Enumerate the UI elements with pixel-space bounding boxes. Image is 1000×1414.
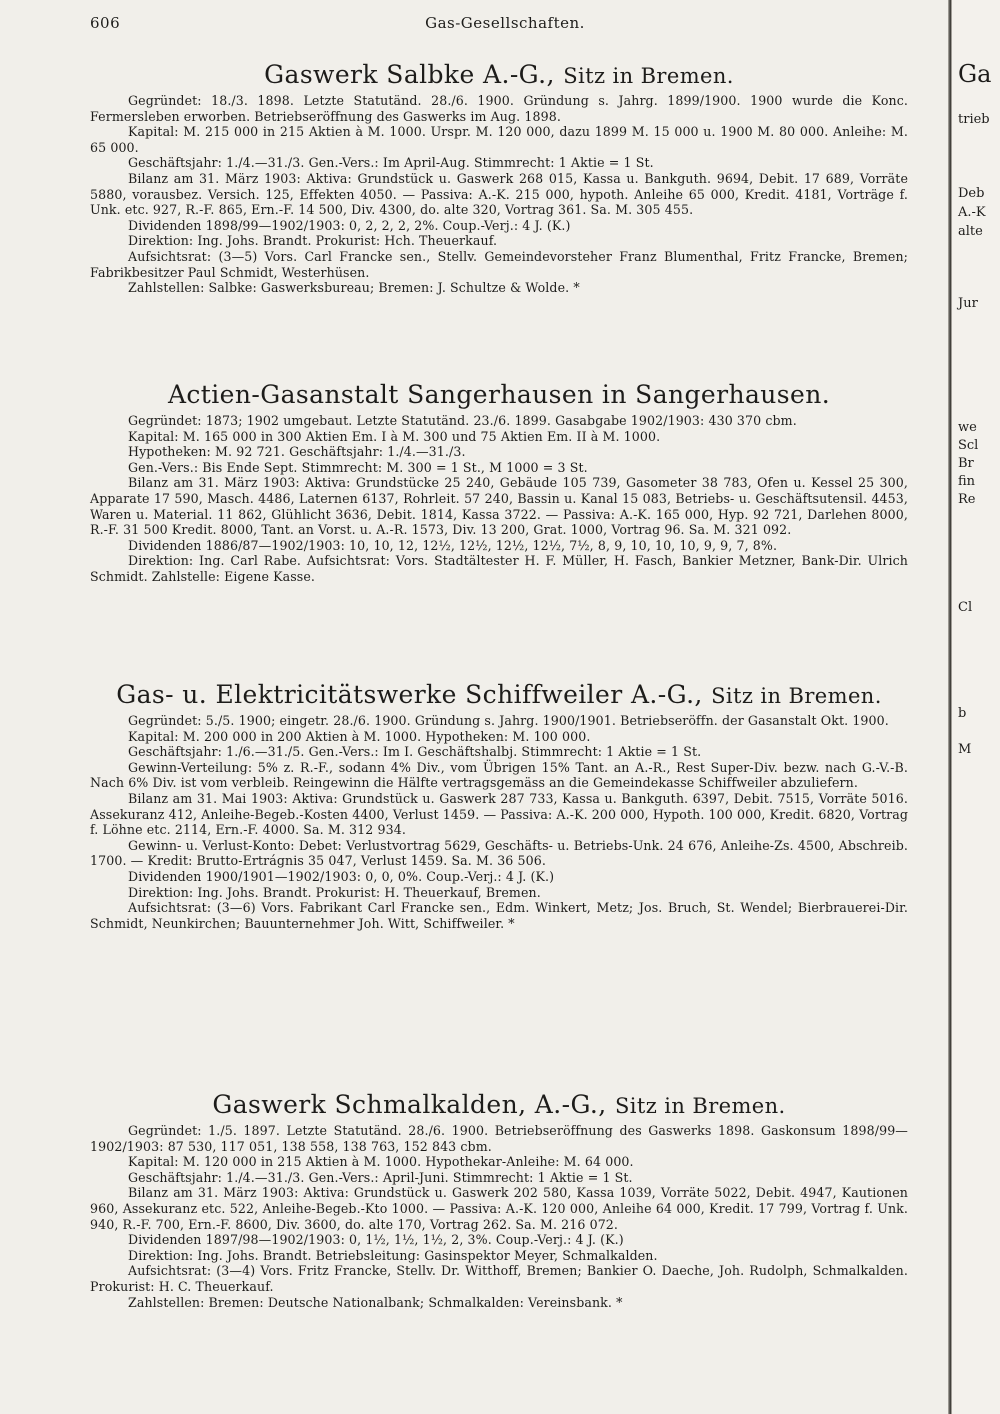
entry-title: Gaswerk Salbke A.-G., Sitz in Bremen.	[264, 60, 734, 89]
entry-line: Gegründet: 18./3. 1898. Letzte Statutänd. 28./6. 1900. Gründung s. Jahrg. 1899/1900. 1900 wurde die Konc. Fermersleben erworben. Betriebseröffnung des Gaswerks im Aug. 1898.	[90, 93, 908, 124]
adjacent-fragment: Cl	[958, 600, 973, 615]
entry-line: Kapital: M. 165 000 in 300 Aktien Em. I à M. 300 und 75 Aktien Em. II à M. 1000.	[128, 428, 661, 444]
entry-line: Aufsichtsrat: (3—6) Vors. Fabrikant Carl Francke sen., Edm. Winkert, Metz; Jos. Bruch, St. Wendel; Bierbrauerei-Dir. Schmidt, Neunkirchen; Bauunternehmer Joh. Witt, Schiffweiler. *	[90, 900, 908, 931]
company-entry-salbke	[90, 60, 908, 296]
adjacent-fragment: Ga	[958, 60, 992, 88]
entry-line: Bilanz am 31. März 1903: Aktiva: Grundstück u. Gaswerk 268 015, Kassa u. Bankguth. 9694, Debit. 17 689, Vorräte 5880, vorausbez. Versich. 125, Effekten 4050. — Passiva: A.-K. 215 000, hypoth. Anleihe 65 000, Kredit. 4181, Vorträge f. Unk. etc. 927, R.-F. 865, Ern.-F. 14 500, Div. 4300, do. alte 320, Vortrag 361. Sa. M. 305 455.	[90, 170, 908, 218]
adjacent-fragment: Jur	[958, 296, 978, 311]
running-title: Gas-Gesellschaften.	[425, 14, 585, 32]
adjacent-fragment: alte	[958, 224, 983, 239]
entry-line: Bilanz am 31. Mai 1903: Aktiva: Grundstück u. Gaswerk 287 733, Kassa u. Bankguth. 6397, Debit. 7515, Vorräte 5016. Assekuranz 412, Anleihe-Begeb.-Kosten 4400, Verlust 1459. — Passiva: A.-K. 200 000, Hypoth. 100 000, Kredit. 6820, Vortrag f. Löhne etc. 2114, Ern.-F. 4000. Sa. M. 312 934.	[90, 790, 908, 838]
company-entry-schmalkalden	[90, 1090, 908, 1310]
entry-line: Dividenden 1886/87—1902/1903: 10, 10, 12, 12½, 12½, 12½, 12½, 7½, 8, 9, 10, 10, 10, 9, 9, 7, 8%.	[128, 537, 778, 553]
adjacent-fragment: b	[958, 706, 967, 721]
entry-line: Kapital: M. 120 000 in 215 Aktien à M. 1000. Hypothekar-Anleihe: M. 64 000.	[128, 1154, 634, 1170]
entry-line: Gewinn-Verteilung: 5% z. R.-F., sodann 4% Div., vom Übrigen 15% Tant. an A.-R., Rest Super-Div. bezw. nach G.-V.-B. Nach 6% Div. ist vom verbleib. Reingewinn die Hälfte vertragsgemäss an die Gemeindekasse Schiffweiler abzuliefern.	[90, 759, 908, 791]
entry-line: Zahlstellen: Bremen: Deutsche Nationalbank; Schmalkalden: Vereinsbank. *	[128, 1294, 623, 1310]
entry-line: Geschäftsjahr: 1./4.—31./3. Gen.-Vers.: Im April-Aug. Stimmrecht: 1 Aktie = 1 St.	[128, 155, 654, 171]
entry-line: Dividenden 1898/99—1902/1903: 0, 2, 2, 2, 2%. Coup.-Verj.: 4 J. (K.)	[128, 217, 571, 233]
entry-line: Direktion: Ing. Carl Rabe. Aufsichtsrat: Vors. Stadtältester H. F. Müller, H. Fasch, Bankier Metzner, Bank-Dir. Ulrich Schmidt. Zahlstelle: Eigene Kasse.	[90, 553, 908, 584]
entry-line: Dividenden 1897/98—1902/1903: 0, 1½, 1½, 1½, 2, 3%. Coup.-Verj.: 4 J. (K.)	[128, 1232, 624, 1248]
entry-line: Bilanz am 31. März 1903: Aktiva: Grundstücke 25 240, Gebäude 105 739, Gasometer 38 783, Ofen u. Kessel 25 300, Apparate 17 590, Masch. 4486, Laternen 6137, Rohrleit. 57 240, Bassin u. Kanal 15 083, Betriebs- u. Geschäftsutensil. 4453, Waren u. Material. 11 862, Glühlicht 3636, Debit. 1814, Kassa 3722. — Passiva: A.-K. 165 000, Hyp. 92 721, Darlehen 8000, R.-F. 31 500 Kredit. 8000, Tant. an Vorst. u. A.-R. 1573, Div. 13 200, Grat. 1000, Vortrag 96. Sa. M. 321 092.	[90, 475, 908, 538]
adjacent-fragment: M	[958, 742, 972, 757]
entry-line: Aufsichtsrat: (3—4) Vors. Fritz Francke, Stellv. Dr. Witthoff, Bremen; Bankier O. Daeche, Joh. Rudolph, Schmalkalden. Prokurist: H. C. Theuerkauf.	[90, 1263, 908, 1294]
adjacent-fragment: trieb	[958, 112, 990, 127]
adjacent-fragment: fin	[958, 474, 976, 489]
entry-line: Gen.-Vers.: Bis Ende Sept. Stimmrecht: M. 300 = 1 St., M 1000 = 3 St.	[128, 459, 588, 475]
company-entry-sangerhausen	[90, 380, 908, 585]
entry-line: Geschäftsjahr: 1./4.—31./3. Gen.-Vers.: April-Juni. Stimmrecht: 1 Aktie = 1 St.	[128, 1169, 633, 1185]
adjacent-fragment: A.-K	[958, 205, 986, 220]
adjacent-fragment: Deb	[958, 186, 985, 201]
adjacent-fragment: we	[958, 420, 977, 435]
entry-line: Bilanz am 31. März 1903: Aktiva: Grundstück u. Gaswerk 202 580, Kassa 1039, Vorräte 5022, Debit. 4947, Kautionen 960, Assekuranz etc. 522, Anleihe-Begeb.-Kto 1000. — Passiva: A.-K. 120 000, Anleihe 64 000, Kredit. 17 799, Vortrag f. Unk. 940, R.-F. 700, Ern.-F. 8600, Div. 3600, do. alte 170, Vortrag 262. Sa. M. 216 072.	[90, 1185, 908, 1232]
adjacent-fragment: Scl	[958, 438, 979, 453]
entry-line: Geschäftsjahr: 1./6.—31./5. Gen.-Vers.: Im I. Geschäftshalbj. Stimmrecht: 1 Aktie = 1 St.	[128, 744, 702, 760]
entry-line: Direktion: Ing. Johs. Brandt. Prokurist: H. Theuerkauf, Bremen.	[128, 884, 541, 900]
adjacent-fragment: Br	[958, 456, 974, 471]
entry-line: Gegründet: 1873; 1902 umgebaut. Letzte Statutänd. 23./6. 1899. Gasabgabe 1902/1903: 430 370 cbm.	[128, 413, 797, 428]
entry-line: Kapital: M. 200 000 in 200 Aktien à M. 1000. Hypotheken: M. 100 000.	[128, 728, 591, 744]
entry-line: Gegründet: 1./5. 1897. Letzte Statutänd. 28./6. 1900. Betriebseröffnung des Gaswerks 1898. Gaskonsum 1898/99—1902/1903: 87 530, 117 051, 138 558, 138 763, 152 843 cbm.	[90, 1123, 908, 1154]
entry-line: Gewinn- u. Verlust-Konto: Debet: Verlustvortrag 5629, Geschäfts- u. Betriebs-Unk. 24 676, Anleihe-Zs. 4500, Abschreib. 1700. — Kredit: Brutto-Ertrágnis 35 047, Verlust 1459. Sa. M. 36 506.	[90, 837, 908, 869]
company-entry-schiffweiler	[90, 680, 908, 931]
entry-title: Gaswerk Schmalkalden, A.-G., Sitz in Bremen.	[212, 1090, 786, 1119]
entry-line: Zahlstellen: Salbke: Gaswerksbureau; Bremen: J. Schultze & Wolde. *	[128, 280, 580, 296]
entry-line: Direktion: Ing. Johs. Brandt. Prokurist: Hch. Theuerkauf.	[128, 233, 498, 249]
entry-line: Dividenden 1900/1901—1902/1903: 0, 0, 0%. Coup.-Verj.: 4 J. (K.)	[128, 868, 555, 884]
entry-line: Direktion: Ing. Johs. Brandt. Betriebsleitung: Gasinspektor Meyer, Schmalkalden.	[128, 1247, 658, 1263]
entry-line: Hypotheken: M. 92 721. Geschäftsjahr: 1./4.—31./3.	[128, 444, 466, 460]
entry-line: Gegründet: 5./5. 1900; eingetr. 28./6. 1900. Gründung s. Jahrg. 1900/1901. Betriebseröffn. der Gasanstalt Okt. 1900.	[128, 713, 889, 728]
page-number: 606	[90, 14, 121, 32]
adjacent-fragment: Re	[958, 492, 976, 507]
entry-line: Aufsichtsrat: (3—5) Vors. Carl Francke sen., Stellv. Gemeindevorsteher Franz Blumenthal, Fritz Francke, Bremen; Fabrikbesitzer Paul Schmidt, Westerhüsen.	[90, 248, 908, 280]
entry-title: Gas- u. Elektricitätswerke Schiffweiler A.-G., Sitz in Bremen.	[116, 680, 882, 709]
entry-line: Kapital: M. 215 000 in 215 Aktien à M. 1000. Urspr. M. 120 000, dazu 1899 M. 15 000 u. 1900 M. 80 000. Anleihe: M. 65 000.	[90, 124, 908, 155]
adjacent-page-edge	[952, 0, 1000, 1414]
page-header	[90, 14, 920, 40]
entry-title: Actien-Gasanstalt Sangerhausen in Sangerhausen.	[167, 380, 831, 409]
